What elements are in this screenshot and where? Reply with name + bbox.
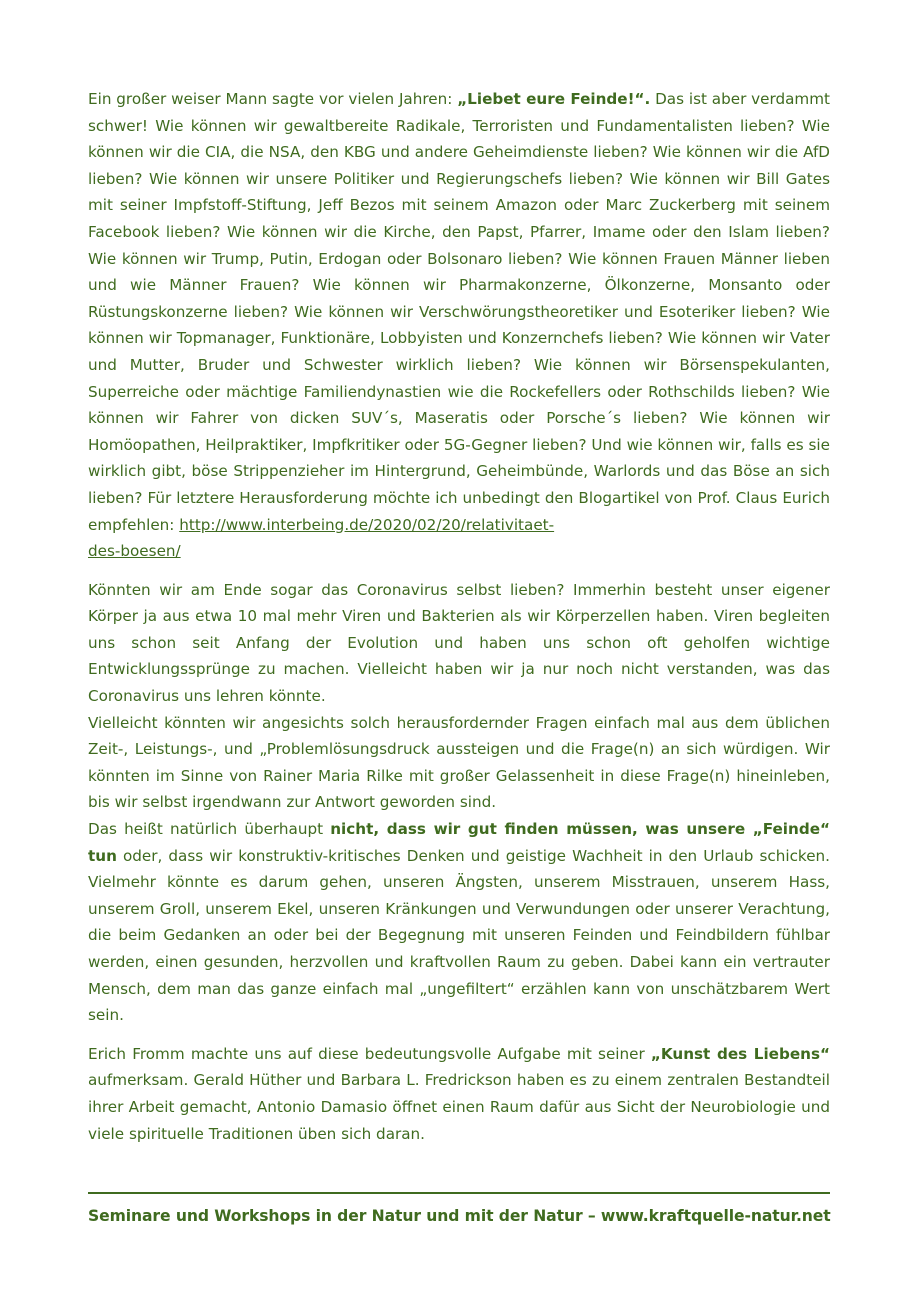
paragraph-text: Erich Fromm machte uns auf diese bedeutungsvolle Aufgabe mit seiner <box>88 1044 651 1063</box>
paragraph-text: Das heißt natürlich überhaupt <box>88 820 331 839</box>
footer-tagline: Seminare und Workshops in der Natur und mit der Natur – www.kraftquelle-natur.net <box>88 1192 830 1225</box>
paragraph-text: Das ist aber verdammt schwer! Wie können wir gewaltbereite Radikale, Terroristen und Fundamentalisten lieben? Wie können wir die CIA, die NSA, den KBG und andere Geheimdienste lieben? Wie können wir die AfD lieben? Wie können wir unsere Politiker und Regierungschefs lieben? Wie können wir Bill Gates mit seiner Impfstoff-Stiftung, Jeff Bezos mit seinem Amazon oder Marc Zuckerberg mit seinem Facebook lieben? Wie können wir die Kirche, den Papst, Pfarrer, Imame oder den Islam lieben? Wie können wir Trump, Putin, Erdogan oder Bolsonaro lieben? Wie können Frauen Männer lieben und wie Männer Frauen? Wie können wir Pharmakonzerne, Ölkonzerne, Monsanto oder Rüstungskonzerne lieben? Wie können wir Verschwörungstheoretiker und Esoteriker lieben? Wie können wir Topmanager, Funktionäre, Lobbyisten und Konzernchefs lieben? Wie können wir Vater und Mutter, Bruder und Schwester wirklich lieben? Wie können wir Börsenspekulanten, Superreiche oder mächtige Familiendynastien wie die Rockefellers oder Rothschilds lieben? Wie können wir Fahrer von dicken SUV´s, Maseratis oder Porsche´s lieben? Wie können wir Homöopathen, Heilpraktiker, Impfkritiker oder 5G-Gegner lieben? Und wie können wir, falls es sie wirklich gibt, böse Strippenzieher im Hintergrund, Geheimbünde, Warlords und das Böse an sich lieben? Für letztere Herausforderung möchte ich unbedingt den Blogartikel von Prof. Claus Eurich empfehlen: <box>88 90 830 534</box>
bold-emphasis: nicht, dass wir gut finden müssen, was unsere „Feinde“ tun <box>88 820 830 865</box>
quote-love-your-enemies: „Liebet eure Feinde!“. <box>457 90 651 108</box>
blog-article-link[interactable]: http://www.interbeing.de/2020/02/20/relativitaet- des-boesen/ <box>88 515 555 561</box>
paragraph-questions-rilke: Vielleicht könnten wir angesichts solch herausfordernder Fragen einfach mal aus dem üblichen Zeit-, Leistungs-, und „Problemlösungsdruck aussteigen und die Frage(n) an sich würdigen. Wir könnten im Sinne von Rainer Maria Rilke mit großer Gelassenheit in diese Frage(n) hineinleben, bis wir selbst irgendwann zur Antwort geworden sind. <box>88 713 830 812</box>
book-title: „Kunst des Liebens“ <box>650 1044 830 1063</box>
paragraph-text: Ein großer weiser Mann sagte vor vielen Jahren: <box>88 90 458 108</box>
paragraph-feelings-space <box>88 816 830 1029</box>
paragraph-text: aufmerksam. Gerald Hüther und Barbara L. Fredrickson haben es zu einem zentralen Bestandteil ihrer Arbeit gemacht, Antonio Damasio öffnet einen Raum dafür aus Sicht der Neurobiologie und viele spirituelle Traditionen üben sich daran. <box>88 1071 830 1143</box>
paragraph-erich-fromm <box>88 1041 830 1147</box>
document-body <box>88 86 830 1147</box>
paragraph-coronavirus: Könnten wir am Ende sogar das Coronavirus selbst lieben? Immerhin besteht unser eigener Körper ja aus etwa 10 mal mehr Viren und Bakterien als wir Körperzellen haben. Viren begleiten uns schon seit Anfang der Evolution und haben uns schon oft geholfen wichtige Entwicklungssprünge zu machen. Vielleicht haben wir ja nur noch nicht verstanden, was das Coronavirus uns lehren könnte. <box>88 580 830 706</box>
paragraph-text: oder, dass wir konstruktiv-kritisches Denken und geistige Wachheit in den Urlaub schicken. Vielmehr könnte es darum gehen, unseren Ängsten, unserem Misstrauen, unserem Hass, unserem Groll, unserem Ekel, unseren Kränkungen und Verwundungen oder unserer Verachtung, die beim Gedanken an oder bei der Begegnung mit unseren Feinden und Feindbildern fühlbar werden, einen gesunden, herzvollen und kraftvollen Raum zu geben. Dabei kann ein vertrauter Mensch, dem man das ganze einfach mal „ungefiltert“ erzählen kann von unschätzbarem Wert sein. <box>88 846 830 1025</box>
paragraph-enemies-questions <box>88 86 830 565</box>
